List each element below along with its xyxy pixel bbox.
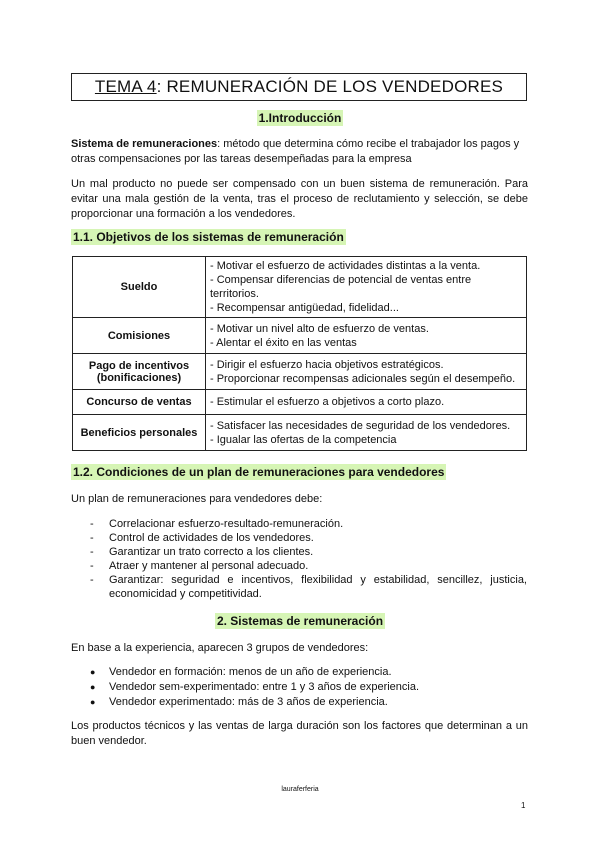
table-value-line: - Recompensar antigüedad, fidelidad...	[210, 302, 399, 314]
list-item	[90, 531, 527, 545]
conditions-heading: 1.2. Condiciones de un plan de remuneraciones para vendedores	[73, 465, 445, 479]
closing-paragraph: Los productos técnicos y las ventas de larga duración son los factores que determinan a un buen vendedor.	[71, 720, 528, 747]
table-key-cell: Concurso de ventas	[73, 390, 206, 415]
definition-term: Sistema de remuneraciones	[71, 138, 218, 150]
list-item	[90, 545, 527, 559]
table-value-line: - Alentar el éxito en las ventas	[210, 336, 357, 349]
systems-heading: 2. Sistemas de remuneración	[216, 614, 384, 628]
systems-intro: En base a la experiencia, aparecen 3 grupos de vendedores:	[71, 642, 369, 654]
footer-author: lauraferferia	[281, 786, 319, 793]
list-item-text: Vendedor en formación: menos de un año de experiencia.	[109, 666, 392, 678]
objectives-heading-wrap	[71, 230, 346, 244]
table-key-cell: Beneficios personales	[73, 415, 206, 451]
list-item	[90, 680, 527, 695]
list-item-text: Garantizar un trato correcto a los clientes.	[109, 546, 314, 558]
title-topic-number: TEMA 4	[94, 77, 157, 96]
conditions-list	[90, 517, 527, 601]
list-item-text: Correlacionar esfuerzo-resultado-remuneración.	[109, 518, 344, 530]
conditions-heading-wrap	[71, 465, 446, 479]
table-value-cell	[206, 257, 527, 318]
table-value-line: - Igualar las ofertas de la competencia	[210, 433, 397, 446]
bullet-marker: ●	[90, 682, 96, 692]
table-row	[73, 415, 527, 451]
list-item-text: Control de actividades de los vendedores.	[109, 532, 314, 544]
table-row	[73, 318, 527, 354]
list-item	[90, 695, 527, 710]
dash-marker: -	[90, 574, 94, 586]
definition-paragraph	[71, 137, 528, 167]
table-value-cell	[206, 415, 527, 451]
conditions-intro: Un plan de remuneraciones para vendedores debe:	[71, 493, 323, 505]
list-item	[90, 573, 527, 601]
bullet-marker: ●	[90, 667, 96, 677]
table-value-line: - Motivar el esfuerzo de actividades distintas a la venta.	[210, 260, 481, 272]
table-value-line: - Proporcionar recompensas adicionales según el desempeño.	[210, 372, 516, 385]
seller-groups-list	[90, 665, 527, 710]
list-item	[90, 665, 527, 680]
list-item-text: Atraer y mantener al personal adecuado.	[109, 560, 309, 572]
intro-heading: 1.Introducción	[258, 111, 342, 125]
title-text: : REMUNERACIÓN DE LOS VENDEDORES	[156, 77, 504, 96]
dash-marker: -	[90, 518, 94, 530]
table-row	[73, 257, 527, 318]
dash-marker: -	[90, 560, 94, 572]
list-item	[90, 559, 527, 573]
table-value-cell	[206, 390, 527, 415]
table-value-line: - Satisfacer las necesidades de seguridad de los vendedores.	[210, 419, 511, 432]
remuneration-table	[72, 256, 527, 451]
bullet-marker: ●	[90, 697, 96, 707]
table-value-line: - Compensar diferencias de potencial de ventas entre territorios.	[210, 274, 472, 300]
table-value-cell	[206, 318, 527, 354]
intro-heading-wrap	[0, 111, 600, 125]
table-key-cell: Comisiones	[73, 318, 206, 354]
systems-heading-wrap	[0, 614, 600, 628]
list-item-text: Garantizar: seguridad e incentivos, flexibilidad y estabilidad, sencillez, justicia, economicidad y competitividad.	[109, 574, 527, 600]
list-item-text: Vendedor sem-experimentado: entre 1 y 3 años de experiencia.	[109, 681, 420, 693]
table-value-line: - Estimular el esfuerzo a objetivos a corto plazo.	[210, 396, 445, 408]
dash-marker: -	[90, 532, 94, 544]
list-item	[90, 517, 527, 531]
intro-paragraph: Un mal producto no puede ser compensado con un buen sistema de remuneración. Para evitar una mala gestión de la venta, tras el proceso de reclutamiento y selección, se debe proporcionar una formación a los vendedores.	[71, 178, 528, 220]
table-row	[73, 354, 527, 390]
list-item-text: Vendedor experimentado: más de 3 años de experiencia.	[109, 696, 388, 708]
table-key-cell: Sueldo	[73, 257, 206, 318]
table-value-line: - Dirigir el esfuerzo hacia objetivos estratégicos.	[210, 358, 444, 371]
dash-marker: -	[90, 546, 94, 558]
page-number: 1	[521, 801, 526, 810]
title-box	[71, 73, 527, 101]
objectives-heading: 1.1. Objetivos de los sistemas de remuneración	[73, 230, 344, 244]
table-row	[73, 390, 527, 415]
table-key-cell: Pago de incentivos (bonificaciones)	[73, 354, 206, 390]
table-value-cell	[206, 354, 527, 390]
definition-text: : método que determina cómo recibe el trabajador los pagos y otras compensaciones por las tareas desempeñadas para la empresa	[71, 138, 520, 165]
table-value-line: - Motivar un nivel alto de esfuerzo de ventas.	[210, 322, 429, 335]
